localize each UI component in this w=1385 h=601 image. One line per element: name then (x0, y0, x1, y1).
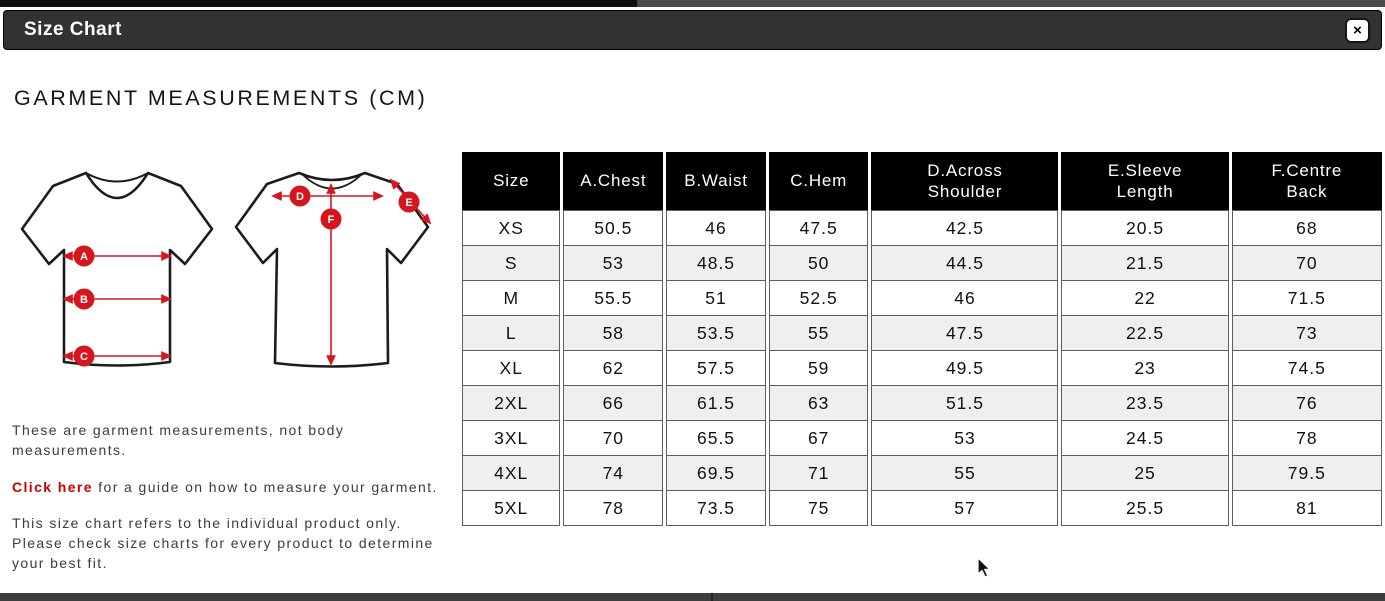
tshirt-front-outline (22, 173, 212, 366)
table-cell: 25.5 (1061, 491, 1228, 526)
table-cell: 73 (1232, 316, 1382, 351)
table-cell: 42.5 (871, 210, 1058, 246)
table-row (462, 246, 1382, 281)
table-cell: 53 (563, 246, 663, 281)
table-row (462, 456, 1382, 491)
table-cell: 23 (1061, 351, 1228, 386)
table-cell: 76 (1232, 386, 1382, 421)
table-cell: 24.5 (1061, 421, 1228, 456)
table-cell: 65.5 (666, 421, 766, 456)
tshirt-front-diagram (10, 153, 230, 388)
table-cell: 3XL (462, 421, 560, 456)
table-cell: 55 (769, 316, 869, 351)
table-cell: 58 (563, 316, 663, 351)
table-cell: 2XL (462, 386, 560, 421)
table-cell: 21.5 (1061, 246, 1228, 281)
column-header: D.Across Shoulder (871, 152, 1058, 210)
table-cell: 22 (1061, 281, 1228, 316)
table-cell: 74.5 (1232, 351, 1382, 386)
label-d: D (296, 191, 304, 203)
page-top-edge (0, 0, 1385, 7)
table-cell: 62 (563, 351, 663, 386)
table-cell: XL (462, 351, 560, 386)
label-b: B (80, 294, 88, 306)
note-garment-measurements: These are garment measurements, not body measurements. (12, 422, 345, 459)
table-cell: S (462, 246, 560, 281)
modal-title: Size Chart (24, 19, 122, 40)
table-cell: 71 (769, 456, 869, 491)
table-cell: 79.5 (1232, 456, 1382, 491)
table-cell: XS (462, 210, 560, 246)
table-cell: 22.5 (1061, 316, 1228, 351)
note-measure-guide (12, 477, 444, 497)
tshirt-back-diagram (225, 153, 445, 388)
table-cell: 47.5 (769, 210, 869, 246)
column-header: E.Sleeve Length (1061, 152, 1228, 210)
table-row (462, 351, 1382, 386)
size-chart-table (459, 152, 1385, 526)
column-header: B.Waist (666, 152, 766, 210)
table-cell: 50 (769, 246, 869, 281)
table-row (462, 491, 1382, 526)
table-cell: 46 (871, 281, 1058, 316)
page-bottom-edge (0, 593, 1385, 601)
label-e: E (405, 197, 413, 209)
table-cell: 55.5 (563, 281, 663, 316)
table-row (462, 210, 1382, 246)
label-f: F (327, 214, 335, 226)
table-cell: 5XL (462, 491, 560, 526)
table-row (462, 386, 1382, 421)
table-cell: 70 (563, 421, 663, 456)
table-cell: 55 (871, 456, 1058, 491)
table-cell: 46 (666, 210, 766, 246)
table-cell: 4XL (462, 456, 560, 491)
table-cell: 44.5 (871, 246, 1058, 281)
table-cell: 53 (871, 421, 1058, 456)
column-header: Size (462, 152, 560, 210)
table-cell: 78 (563, 491, 663, 526)
table-cell: 63 (769, 386, 869, 421)
close-icon: × (1353, 22, 1362, 39)
table-cell: 23.5 (1061, 386, 1228, 421)
table-cell: 59 (769, 351, 869, 386)
header-row (462, 152, 1382, 210)
page-bottom-edge-divider (711, 593, 713, 601)
page-top-edge-dark (0, 0, 637, 7)
page-top-edge-gray (637, 0, 1385, 7)
table-row (462, 281, 1382, 316)
table-cell: 25 (1061, 456, 1228, 491)
table-cell: 75 (769, 491, 869, 526)
table-cell: M (462, 281, 560, 316)
close-button[interactable] (1345, 18, 1370, 43)
table-cell: 52.5 (769, 281, 869, 316)
table-cell: L (462, 316, 560, 351)
label-a: A (80, 251, 88, 263)
table-cell: 73.5 (666, 491, 766, 526)
note-individual-product: This size chart refers to the individual product only. Please check size charts for every product to determine your best fit. (12, 514, 434, 572)
table-cell: 57.5 (666, 351, 766, 386)
page-title: GARMENT MEASUREMENTS (CM) (14, 86, 428, 110)
table-cell: 47.5 (871, 316, 1058, 351)
click-here-link[interactable]: Click here (12, 478, 93, 495)
column-header: C.Hem (769, 152, 869, 210)
table-cell: 71.5 (1232, 281, 1382, 316)
table-cell: 68 (1232, 210, 1382, 246)
notes-section (12, 420, 444, 590)
modal-header (3, 10, 1382, 50)
table-cell: 66 (563, 386, 663, 421)
table-cell: 49.5 (871, 351, 1058, 386)
table-cell: 81 (1232, 491, 1382, 526)
table-cell: 70 (1232, 246, 1382, 281)
table-cell: 50.5 (563, 210, 663, 246)
tshirt-front-collar (86, 173, 148, 182)
table-row (462, 421, 1382, 456)
table-cell: 48.5 (666, 246, 766, 281)
table-cell: 57 (871, 491, 1058, 526)
label-c: C (80, 351, 88, 363)
table-cell: 78 (1232, 421, 1382, 456)
note-measure-guide-rest: for a guide on how to measure your garment. (92, 478, 438, 495)
table-cell: 53.5 (666, 316, 766, 351)
table-cell: 51.5 (871, 386, 1058, 421)
table-body (462, 210, 1382, 526)
table-head (462, 152, 1382, 210)
table-cell: 69.5 (666, 456, 766, 491)
table-row (462, 316, 1382, 351)
table-cell: 74 (563, 456, 663, 491)
mouse-cursor-icon (977, 557, 994, 579)
table-cell: 20.5 (1061, 210, 1228, 246)
column-header: A.Chest (563, 152, 663, 210)
table-cell: 61.5 (666, 386, 766, 421)
table-cell: 51 (666, 281, 766, 316)
column-header: F.Centre Back (1232, 152, 1382, 210)
table-cell: 67 (769, 421, 869, 456)
